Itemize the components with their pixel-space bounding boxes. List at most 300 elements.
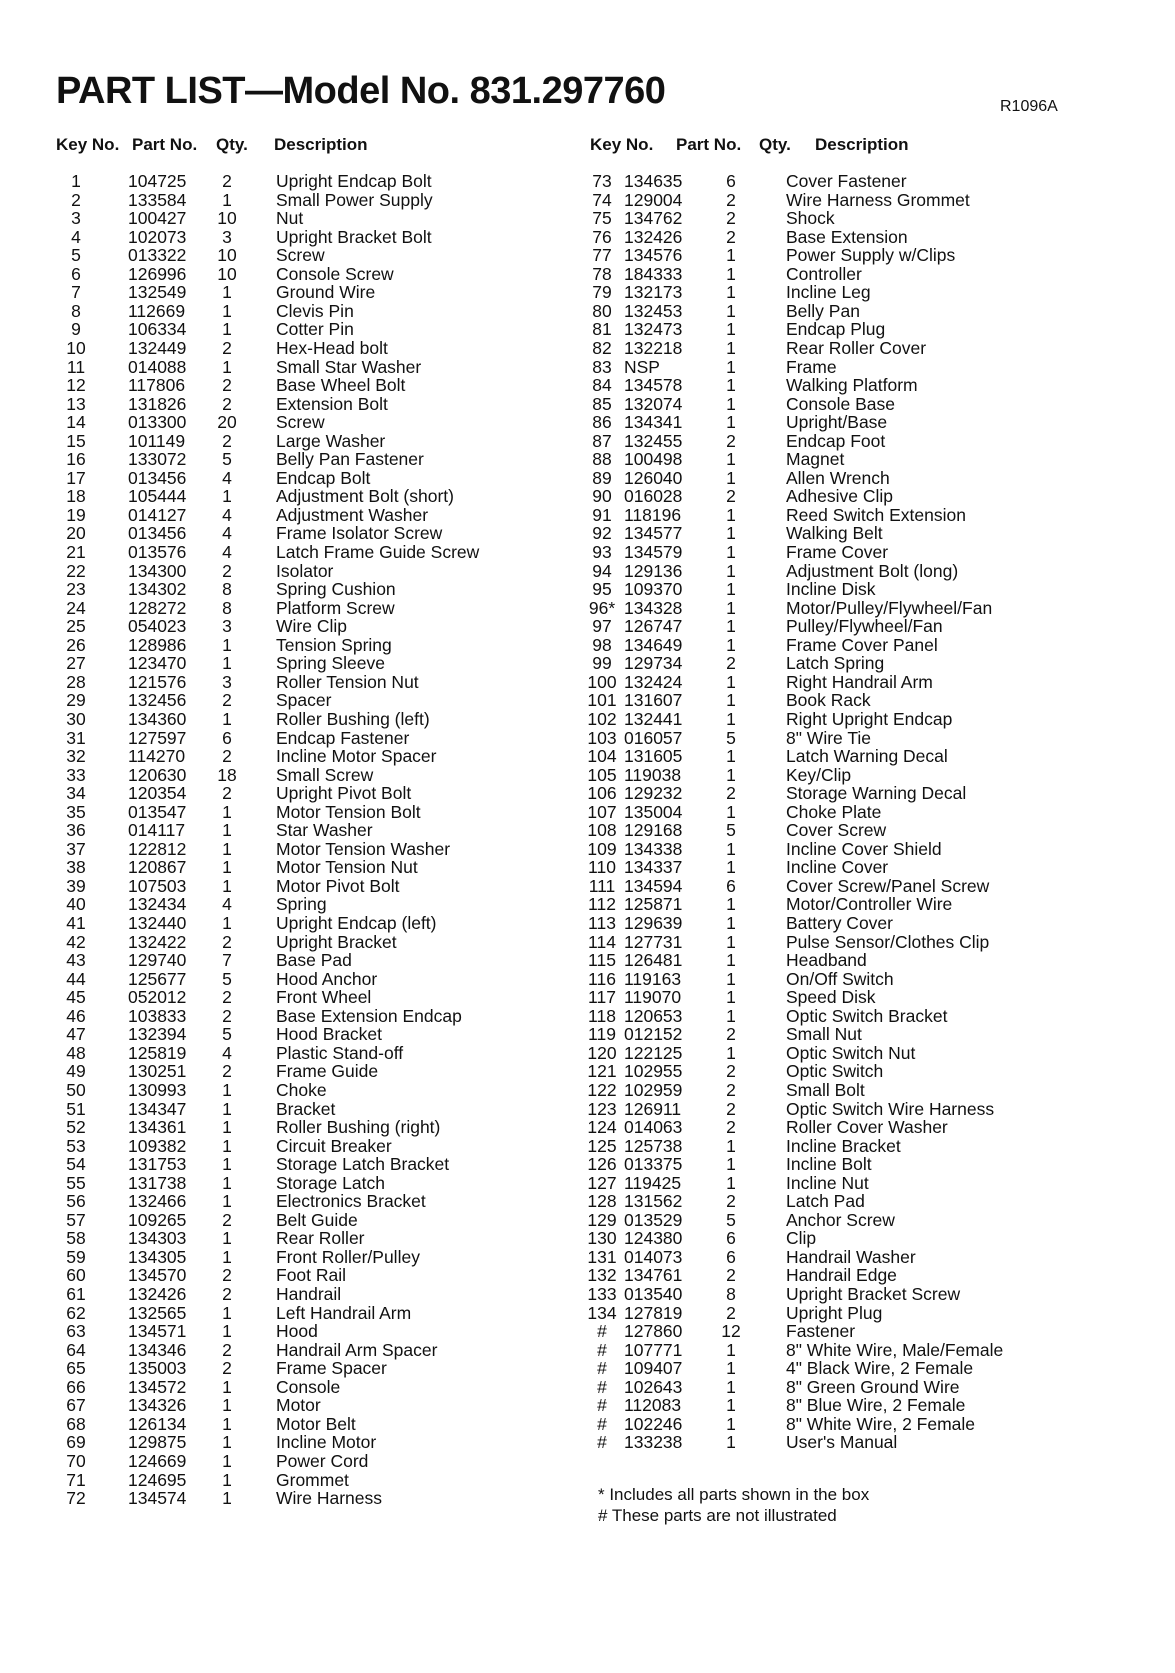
- qty-cell: 1: [222, 1450, 232, 1471]
- qty-cell: 2: [726, 1061, 736, 1082]
- part-no-cell: 120653: [624, 1005, 683, 1026]
- part-no-cell: 122812: [128, 838, 187, 859]
- qty-cell: 1: [726, 764, 736, 785]
- qty-cell: 1: [222, 1376, 232, 1397]
- part-no-cell: 014073: [624, 1246, 683, 1267]
- description-cell: Frame Isolator Screw: [276, 523, 443, 544]
- description-cell: Power Supply w/Clips: [786, 245, 956, 266]
- qty-cell: 2: [726, 1079, 736, 1100]
- description-cell: Shock: [786, 208, 835, 229]
- description-cell: Clip: [786, 1228, 817, 1249]
- description-cell: 4" Black Wire, 2 Female: [786, 1358, 974, 1379]
- description-cell: Star Washer: [276, 820, 373, 841]
- part-no-cell: 105444: [128, 486, 187, 507]
- description-cell: Choke Plate: [786, 801, 882, 822]
- description-cell: 8" Blue Wire, 2 Female: [786, 1395, 966, 1416]
- key-no-cell: 99: [592, 653, 612, 674]
- description-cell: Front Roller/Pulley: [276, 1246, 420, 1267]
- qty-cell: 6: [726, 1246, 736, 1267]
- description-cell: 8" White Wire, 2 Female: [786, 1413, 976, 1434]
- part-no-cell: 134305: [128, 1246, 187, 1267]
- part-no-cell: 134578: [624, 375, 683, 396]
- part-no-cell: 120867: [128, 857, 187, 878]
- key-no-cell: 95: [592, 579, 612, 600]
- footnotes: [598, 1484, 869, 1526]
- qty-cell: 1: [726, 282, 736, 303]
- qty-cell: 10: [217, 263, 237, 284]
- key-no-cell: 91: [592, 504, 612, 525]
- description-cell: Ground Wire: [276, 282, 376, 303]
- qty-cell: 2: [726, 430, 736, 451]
- qty-header: Qty.: [216, 135, 248, 154]
- key-no-cell: #: [597, 1413, 607, 1434]
- qty-cell: 1: [726, 708, 736, 729]
- part-no-cell: 104725: [128, 171, 187, 191]
- part-no-cell: 134361: [128, 1117, 187, 1138]
- description-cell: Spacer: [276, 690, 332, 711]
- part-no-cell: 134360: [128, 708, 187, 729]
- qty-cell: 1: [726, 1432, 736, 1453]
- qty-cell: 1: [222, 875, 232, 896]
- part-no-cell: 119163: [624, 968, 682, 989]
- description-cell: Reed Switch Extension: [786, 504, 966, 525]
- key-no-cell: 4: [71, 226, 81, 247]
- part-no-cell: 134572: [128, 1376, 187, 1397]
- description-cell: Upright Endcap Bolt: [276, 171, 432, 191]
- qty-cell: 1: [222, 1135, 232, 1156]
- qty-cell: 1: [222, 189, 232, 210]
- qty-cell: 2: [726, 226, 736, 247]
- key-no-cell: 90: [592, 486, 612, 507]
- qty-cell: 1: [726, 913, 736, 933]
- qty-cell: 2: [222, 393, 232, 414]
- part-no-cell: 124380: [624, 1228, 683, 1249]
- qty-cell: 4: [222, 542, 232, 562]
- key-no-cell: 63: [66, 1321, 86, 1342]
- description-cell: Hood Anchor: [276, 968, 378, 989]
- qty-cell: 2: [222, 746, 232, 767]
- description-cell: Wire Clip: [276, 616, 347, 637]
- key-no-cell: 55: [66, 1172, 86, 1193]
- part-no-cell: 131738: [128, 1172, 187, 1193]
- part-no-cell: 126911: [624, 1098, 682, 1119]
- qty-cell: 1: [726, 1395, 736, 1416]
- key-no-cell: 96*: [588, 597, 616, 618]
- part-no-cell: 134338: [624, 838, 683, 859]
- description-cell: Motor/Pulley/Flywheel/Fan: [786, 597, 993, 618]
- key-no-cell: 20: [66, 523, 86, 544]
- description-cell: Belly Pan Fastener: [276, 449, 424, 470]
- description-cell: Incline Motor: [276, 1432, 377, 1453]
- description-cell: Small Power Supply: [276, 189, 433, 210]
- qty-cell: 6: [222, 727, 232, 748]
- part-no-cell: 102246: [624, 1413, 683, 1434]
- qty-cell: 2: [726, 1302, 736, 1323]
- part-no-cell: 134574: [128, 1488, 187, 1509]
- description-cell: Adjustment Bolt (long): [786, 560, 959, 581]
- key-no-cell: 102: [587, 708, 617, 729]
- qty-cell: 4: [222, 467, 232, 488]
- description-cell: Power Cord: [276, 1450, 369, 1471]
- part-no-cell: 109407: [624, 1358, 683, 1379]
- key-no-cell: 70: [66, 1450, 86, 1471]
- description-cell: 8" Wire Tie: [786, 727, 871, 748]
- description-cell: Small Star Washer: [276, 356, 422, 377]
- qty-cell: 1: [726, 1042, 736, 1063]
- qty-cell: 1: [222, 857, 232, 878]
- qty-cell: 1: [222, 801, 232, 822]
- part-no-header: Part No.: [132, 135, 198, 154]
- key-no-cell: 110: [588, 857, 616, 878]
- key-no-cell: 62: [66, 1302, 86, 1323]
- description-cell: Headband: [786, 950, 867, 971]
- qty-cell: 2: [222, 560, 232, 581]
- description-cell: Base Extension Endcap: [276, 1005, 462, 1026]
- qty-cell: 1: [222, 1413, 232, 1434]
- description-cell: Nut: [276, 208, 304, 229]
- part-no-cell: 132455: [624, 430, 683, 451]
- qty-cell: 1: [726, 467, 736, 488]
- key-no-cell: 68: [66, 1413, 86, 1434]
- qty-cell: 1: [726, 393, 736, 414]
- part-no-cell: 052012: [128, 987, 187, 1008]
- qty-cell: 5: [222, 968, 232, 989]
- part-no-cell: 109265: [128, 1209, 187, 1230]
- key-no-cell: 65: [66, 1358, 86, 1379]
- key-no-cell: 61: [66, 1284, 86, 1304]
- key-no-cell: 127: [587, 1172, 617, 1193]
- key-no-cell: 1: [71, 171, 81, 191]
- part-no-cell: 102073: [128, 226, 187, 247]
- qty-cell: 2: [222, 430, 232, 451]
- part-no-cell: 114270: [128, 746, 186, 767]
- qty-cell: 6: [726, 171, 736, 191]
- description-cell: Pulse Sensor/Clothes Clip: [786, 931, 990, 952]
- part-no-cell: 131562: [624, 1191, 683, 1212]
- part-no-cell: 014127: [128, 504, 187, 525]
- qty-cell: 2: [726, 783, 736, 804]
- key-no-cell: 72: [66, 1488, 86, 1509]
- qty-cell: 1: [726, 356, 736, 377]
- key-no-cell: 94: [592, 560, 612, 581]
- key-no-cell: 111: [588, 875, 616, 896]
- description-cell: Optic Switch Nut: [786, 1042, 916, 1063]
- description-cell: Incline Bracket: [786, 1135, 901, 1156]
- qty-cell: 3: [222, 616, 232, 637]
- description-cell: Roller Bushing (right): [276, 1117, 441, 1138]
- part-no-cell: 132453: [624, 300, 683, 321]
- part-no-cell: 134576: [624, 245, 683, 266]
- key-no-cell: 30: [66, 708, 86, 729]
- part-no-cell: 106334: [128, 319, 187, 340]
- description-cell: Platform Screw: [276, 597, 395, 618]
- key-no-cell: 41: [66, 913, 86, 933]
- description-cell: Storage Latch: [276, 1172, 385, 1193]
- part-no-cell: 132456: [128, 690, 187, 711]
- part-no-cell: 125819: [128, 1042, 187, 1063]
- key-no-cell: 12: [66, 375, 86, 396]
- key-no-cell: 42: [66, 931, 86, 952]
- part-no-cell: 133238: [624, 1432, 683, 1453]
- key-no-cell: 16: [66, 449, 86, 470]
- description-cell: Right Upright Endcap: [786, 708, 953, 729]
- description-cell: Speed Disk: [786, 987, 876, 1008]
- qty-cell: 1: [726, 504, 736, 525]
- description-header: Description: [274, 135, 368, 154]
- key-no-cell: 107: [587, 801, 617, 822]
- part-no-cell: 135003: [128, 1358, 187, 1379]
- part-no-cell: 014088: [128, 356, 187, 377]
- part-no-cell: 119038: [624, 764, 682, 785]
- qty-cell: 1: [222, 1079, 232, 1100]
- qty-cell: 1: [222, 486, 232, 507]
- description-cell: Endcap Fastener: [276, 727, 410, 748]
- description-cell: Upright Pivot Bolt: [276, 783, 412, 804]
- description-cell: Console Screw: [276, 263, 394, 284]
- key-no-cell: 32: [66, 746, 86, 767]
- qty-cell: 2: [222, 690, 232, 711]
- qty-cell: 5: [726, 820, 736, 841]
- key-no-cell: 43: [66, 950, 86, 971]
- part-no-cell: 134328: [624, 597, 683, 618]
- description-cell: Frame Guide: [276, 1061, 379, 1082]
- qty-cell: 1: [222, 1321, 232, 1342]
- description-cell: Cover Fastener: [786, 171, 907, 191]
- description-cell: Fastener: [786, 1321, 856, 1342]
- key-no-cell: 18: [66, 486, 86, 507]
- part-no-cell: 127860: [624, 1321, 683, 1342]
- key-no-cell: 44: [66, 968, 86, 989]
- part-no-cell: 134579: [624, 542, 683, 562]
- part-no-cell: 134347: [128, 1098, 187, 1119]
- qty-cell: 2: [222, 1358, 232, 1379]
- qty-cell: 1: [726, 412, 736, 433]
- qty-cell: 1: [726, 523, 736, 544]
- part-no-cell: 134761: [624, 1265, 683, 1286]
- description-cell: Handrail Washer: [786, 1246, 916, 1267]
- key-no-cell: 130: [587, 1228, 617, 1249]
- qty-cell: 10: [217, 245, 237, 266]
- qty-cell: 3: [222, 226, 232, 247]
- key-no-cell: 50: [66, 1079, 86, 1100]
- part-no-cell: 112083: [624, 1395, 682, 1416]
- key-no-cell: 3: [71, 208, 81, 229]
- part-no-cell: 013322: [128, 245, 187, 266]
- key-no-cell: 60: [66, 1265, 86, 1286]
- part-no-cell: 126747: [624, 616, 683, 637]
- description-cell: Motor Pivot Bolt: [276, 875, 400, 896]
- part-no-cell: 121576: [128, 671, 187, 692]
- description-cell: Incline Bolt: [786, 1154, 872, 1175]
- qty-cell: 1: [726, 671, 736, 692]
- part-no-cell: 013576: [128, 542, 187, 562]
- qty-cell: 2: [222, 171, 232, 191]
- description-cell: Cotter Pin: [276, 319, 354, 340]
- part-no-cell: 107771: [624, 1339, 683, 1360]
- qty-cell: 12: [721, 1321, 741, 1342]
- qty-cell: 1: [222, 1228, 232, 1249]
- key-no-cell: 104: [587, 746, 617, 767]
- qty-cell: 3: [222, 671, 232, 692]
- key-no-cell: 128: [587, 1191, 617, 1212]
- key-no-cell: 8: [71, 300, 81, 321]
- part-no-cell: 107503: [128, 875, 187, 896]
- qty-cell: 2: [222, 337, 232, 358]
- part-no-header: Part No.: [676, 135, 742, 154]
- key-no-cell: 5: [71, 245, 81, 266]
- part-no-cell: 123470: [128, 653, 187, 674]
- qty-cell: 4: [222, 504, 232, 525]
- description-cell: 8" Green Ground Wire: [786, 1376, 960, 1397]
- key-no-cell: 35: [66, 801, 86, 822]
- qty-cell: 1: [726, 579, 736, 600]
- description-cell: On/Off Switch: [786, 968, 894, 989]
- key-no-cell: #: [597, 1339, 607, 1360]
- key-no-cell: 28: [66, 671, 86, 692]
- qty-cell: 8: [222, 597, 232, 618]
- part-no-cell: 134594: [624, 875, 683, 896]
- description-cell: Frame Cover: [786, 542, 889, 562]
- key-no-cell: 85: [592, 393, 612, 414]
- key-no-cell: 71: [66, 1469, 86, 1490]
- description-cell: Plastic Stand-off: [276, 1042, 404, 1063]
- description-cell: Latch Spring: [786, 653, 885, 674]
- description-cell: Screw: [276, 245, 325, 266]
- description-cell: Electronics Bracket: [276, 1191, 426, 1212]
- qty-cell: 2: [222, 1005, 232, 1026]
- key-no-cell: 113: [588, 913, 616, 933]
- key-no-header: Key No.: [56, 135, 120, 154]
- description-cell: Hex-Head bolt: [276, 337, 388, 358]
- qty-cell: 2: [726, 653, 736, 674]
- part-no-cell: 102959: [624, 1079, 683, 1100]
- part-no-cell: 103833: [128, 1005, 187, 1026]
- key-no-cell: 38: [66, 857, 86, 878]
- description-cell: Spring Sleeve: [276, 653, 385, 674]
- part-no-cell: 132426: [624, 226, 683, 247]
- qty-cell: 5: [726, 727, 736, 748]
- key-no-cell: 45: [66, 987, 86, 1008]
- description-cell: Spring: [276, 894, 327, 915]
- part-no-cell: 133072: [128, 449, 187, 470]
- description-cell: Upright Plug: [786, 1302, 883, 1323]
- qty-cell: 2: [726, 1098, 736, 1119]
- description-cell: Cover Screw/Panel Screw: [786, 875, 990, 896]
- key-no-cell: 64: [66, 1339, 86, 1360]
- key-no-cell: 133: [587, 1284, 617, 1304]
- part-no-cell: 013456: [128, 523, 187, 544]
- key-no-cell: 82: [592, 337, 612, 358]
- part-no-cell: 134571: [128, 1321, 187, 1342]
- qty-cell: 1: [222, 634, 232, 655]
- qty-cell: 1: [726, 300, 736, 321]
- qty-cell: 2: [726, 189, 736, 210]
- part-no-cell: 125871: [624, 894, 683, 915]
- description-cell: Motor Tension Washer: [276, 838, 451, 859]
- key-no-cell: 98: [592, 634, 612, 655]
- description-cell: Rear Roller Cover: [786, 337, 927, 358]
- key-no-cell: 53: [66, 1135, 86, 1156]
- description-cell: Hood Bracket: [276, 1024, 383, 1045]
- key-no-cell: 54: [66, 1154, 86, 1175]
- description-cell: Screw: [276, 412, 325, 433]
- part-no-cell: 119425: [624, 1172, 682, 1193]
- qty-cell: 1: [222, 1432, 232, 1453]
- part-no-cell: 132441: [624, 708, 683, 729]
- qty-cell: 2: [726, 1117, 736, 1138]
- key-no-cell: 88: [592, 449, 612, 470]
- part-no-cell: 134635: [624, 171, 683, 191]
- qty-cell: 1: [222, 356, 232, 377]
- description-cell: Roller Bushing (left): [276, 708, 430, 729]
- part-no-cell: 126996: [128, 263, 187, 284]
- part-no-cell: 129004: [624, 189, 683, 210]
- description-cell: Rear Roller: [276, 1228, 365, 1249]
- qty-cell: 20: [217, 412, 237, 433]
- key-no-cell: 76: [592, 226, 612, 247]
- qty-cell: 1: [726, 542, 736, 562]
- part-no-cell: 132394: [128, 1024, 187, 1045]
- description-cell: Endcap Plug: [786, 319, 886, 340]
- part-no-cell: 131826: [128, 393, 187, 414]
- part-no-cell: 129168: [624, 820, 683, 841]
- qty-cell: 1: [726, 245, 736, 266]
- part-no-cell: 129875: [128, 1432, 187, 1453]
- key-no-cell: 122: [587, 1079, 617, 1100]
- key-no-cell: 33: [66, 764, 86, 785]
- description-cell: Storage Latch Bracket: [276, 1154, 450, 1175]
- description-cell: Wire Harness Grommet: [786, 189, 970, 210]
- key-no-cell: 13: [66, 393, 86, 414]
- part-no-cell: 016028: [624, 486, 683, 507]
- description-cell: Optic Switch: [786, 1061, 884, 1082]
- key-no-cell: 48: [66, 1042, 86, 1063]
- part-no-cell: 126481: [624, 950, 683, 971]
- part-no-cell: 131607: [624, 690, 683, 711]
- part-no-cell: 131605: [624, 746, 683, 767]
- description-cell: Latch Frame Guide Screw: [276, 542, 480, 562]
- key-no-cell: 86: [592, 412, 612, 433]
- part-no-cell: 134762: [624, 208, 683, 229]
- page-title: PART LIST—Model No. 831.297760: [56, 70, 666, 112]
- key-no-cell: #: [597, 1376, 607, 1397]
- key-no-cell: 101: [587, 690, 617, 711]
- key-no-cell: 22: [66, 560, 86, 581]
- key-no-cell: 57: [66, 1209, 86, 1230]
- key-no-cell: 132: [587, 1265, 617, 1286]
- description-cell: Optic Switch Bracket: [786, 1005, 948, 1026]
- part-no-cell: 129136: [624, 560, 683, 581]
- qty-cell: 1: [726, 1135, 736, 1156]
- description-cell: Grommet: [276, 1469, 349, 1490]
- part-no-cell: 134577: [624, 523, 683, 544]
- qty-cell: 1: [222, 1488, 232, 1509]
- description-cell: Upright/Base: [786, 412, 888, 433]
- part-no-cell: 132449: [128, 337, 187, 358]
- description-cell: Small Screw: [276, 764, 374, 785]
- qty-cell: 2: [726, 208, 736, 229]
- qty-cell: 1: [222, 820, 232, 841]
- description-cell: Roller Cover Washer: [786, 1117, 948, 1138]
- description-cell: Small Nut: [786, 1024, 862, 1045]
- description-cell: Frame Spacer: [276, 1358, 387, 1379]
- part-no-cell: 129734: [624, 653, 683, 674]
- qty-cell: 1: [222, 282, 232, 303]
- description-cell: Adjustment Bolt (short): [276, 486, 454, 507]
- qty-cell: 1: [222, 1469, 232, 1490]
- part-no-cell: 134570: [128, 1265, 187, 1286]
- footnote-not-illustrated: # These parts are not illustrated: [598, 1506, 837, 1525]
